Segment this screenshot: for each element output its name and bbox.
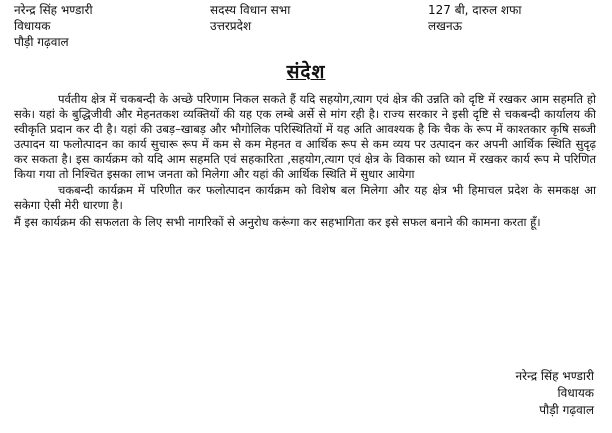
signature-block [515, 368, 594, 419]
sender-name: नरेन्द्र सिंह भण्डारी [14, 3, 93, 17]
message-body [14, 92, 596, 232]
address-block [428, 2, 521, 34]
membership-state: उत्तरप्रदेश [210, 19, 252, 33]
paragraph-1: पर्वतीय क्षेत्र में चकबन्दी के अच्छे परिणाम निकल सकते हैं यदि सहयोग,त्याग एवं क्षेत्र की उन्नति को दृष्टि में रखकर आम सहमति हो सके। यहां के बुद्धिजीवी और मेहनतकश व्यक्तियों की यह एक लम्बे अर्से से मांग रही है। राज्य सरकार ने इसी दृष्टि से चकबन्दी कार्यालय की स्वीकृति प्रदान कर दी है। यहां की उबड़–खाबड़ और भौगोलिक परिस्थितियों में यह अति आवश्यक है कि चैक के रूप में काश्तकार कृषि सब्जी उत्पादन या फलोत्पादन का कार्य सुचारू रूप में कम से कम मेहनत व आर्थिक रूप से कम व्यय पर उत्पादन कर अपनी आर्थिक स्थिति सुदृढ़ कर सकता है। इस कार्यक्रम को यदि आम सहमति एवं सहकारिता ,सहयोग,त्याग एवं क्षेत्र के विकास को ध्यान में रखकर कार्य रूप मे परिणित किया गया तो निश्चित इसका लाभ जनता को मिलेगा और यहां की आर्थिक स्थिति में सुधार आयेगा [14, 92, 596, 181]
document-title [0, 58, 612, 84]
signature-designation: विधायक [557, 386, 594, 400]
sender-constituency: पौड़ी गढ़वाल [14, 35, 69, 49]
paragraph-3: मैं इस कार्यक्रम की सफलता के लिए सभी नागरिकों से अनुरोध करूंगा कर सहभागिता कर इसे सफल बनाने की कामना करता हूँ। [14, 215, 541, 230]
title-text: संदेश [286, 61, 326, 83]
membership-title: सदस्य विधान सभा [210, 3, 291, 17]
paragraph-2: चकबन्दी कार्यक्रम में परिणीत कर फलोत्पादन कार्यक्रम को विशेष बल मिलेगा और यह क्षेत्र भी हिमाचल प्रदेश के समकक्ष आ सकेगा ऐसी मेरी धारणा है। [14, 183, 596, 213]
letterhead [0, 0, 612, 52]
signature-name: नरेन्द्र सिंह भण्डारी [515, 369, 594, 383]
address-city: लखनऊ [428, 19, 463, 33]
sender-block [14, 2, 93, 50]
sender-designation: विधायक [14, 19, 51, 33]
signature-constituency: पौड़ी गढ़वाल [539, 403, 594, 417]
membership-block [210, 2, 290, 34]
address-line-1: 127 बी, दारुल शफा [428, 3, 522, 17]
